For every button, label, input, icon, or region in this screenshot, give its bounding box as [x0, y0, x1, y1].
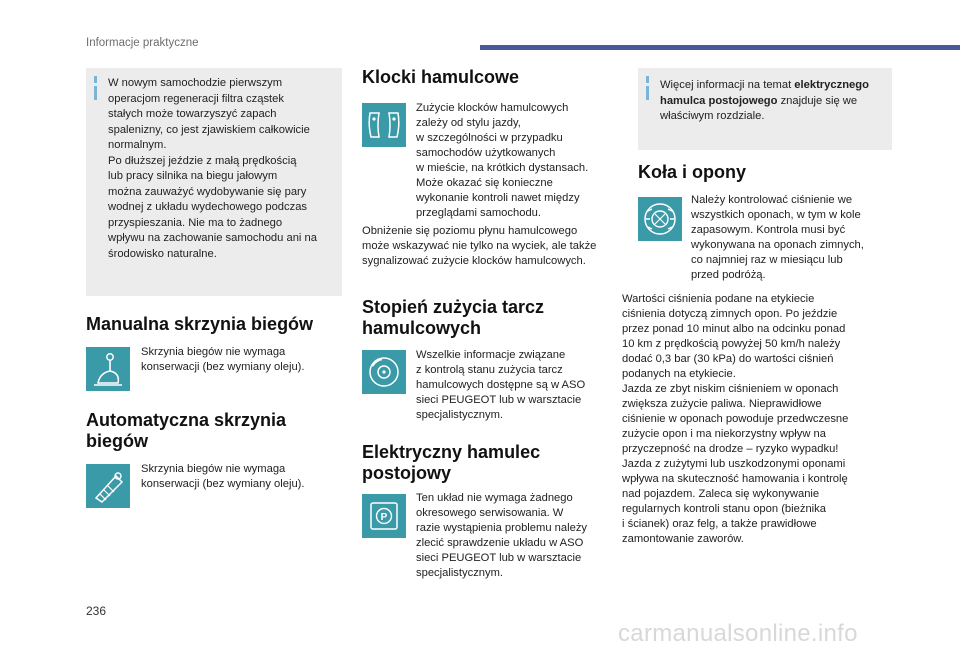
- parking-brake-text: Ten układ nie wymaga żadnego okresowego serwisowania. W razie wystąpienia problemu należy zlecić sprawdzenie układu w ASO sieci PEUGEOT lub w warsztacie specjalistycznym.: [416, 492, 588, 579]
- note-parking-brake: [638, 68, 892, 150]
- disc-wear-text: Wszelkie informacje związane z kontrolą stanu zużycia tarcz hamulcowych dostępne są w ASO sieci PEUGEOT lub w warsztacie specjalistycznym.: [416, 349, 586, 421]
- info-icon-stem: [94, 86, 97, 100]
- parking-brake-title: Elektryczny hamulec postojowy: [362, 442, 541, 483]
- parking-brake-icon: [362, 494, 406, 538]
- header-title: Informacje praktyczne: [86, 37, 199, 49]
- header-accent-bar: [480, 45, 960, 50]
- svg-text:P: P: [380, 512, 388, 523]
- page-number: 236: [86, 604, 107, 618]
- tyres-text: Należy kontrolować ciśnienie we wszystkich oponach, w tym w kole zapasowym. Kontrola musi być wykonywana na oponach zimnych, co najmniej raz w miesiącu lub przed podróżą.: [691, 194, 864, 281]
- note-regeneration-text: W nowym samochodzie pierwszym operacjom regeneracji filtra cząstek stałych może towarzyszyć zapach spalenizny, co jest zjawiskiem całkowicie normalnym. Po dłuższej jeździe z małą prędkością lub pracy silnika na biegu jałowym można zauważyć wydobywanie się pary wodnej z układu wydechowego podczas przyspieszania. Nie ma to żadnego wpływu na zachowanie samochodu ani na środowisko naturalne.: [108, 77, 317, 260]
- brake-disc-icon: [362, 350, 406, 394]
- automatic-gearbox-text: Skrzynia biegów nie wymaga konserwacji (bez wymiany oleju).: [141, 463, 305, 490]
- brake-fluid-text: Obniżenie się poziomu płynu hamulcowego może wskazywać nie tylko na wyciek, ale także sygnalizować zużycie klocków hamulcowych.: [362, 225, 597, 267]
- tyres-title: Koła i opony: [638, 162, 746, 182]
- brake-pads-text: Zużycie klocków hamulcowych zależy od stylu jazdy, w szczególności w przypadku samochodów użytkowanych w mieście, na krótkich dystansach. Może okazać się konieczne wykonanie kontroli nawet między przeglądami samochodu.: [416, 102, 589, 219]
- info-icon: [646, 76, 649, 83]
- disc-wear-title: Stopień zużycia tarcz hamulcowych: [362, 297, 545, 338]
- info-icon: [94, 76, 97, 83]
- tyre-pressure-text: Wartości ciśnienia podane na etykiecie ciśnienia dotyczą zimnych opon. Po jeździe przez ponad 10 minut albo na odcinku ponad 10 km z prędkością powyżej 50 km/h należy dodać 0,3 bar (30 kPa) do wartości ciśnień podanych na etykiecie. Jazda ze zbyt niskim ciśnieniem w oponach zwiększa zużycie paliwa. Nieprawidłowe ciśnienie w oponach powoduje przedwczesne zużycie opon i ma niekorzystny wpływ na przyczepność na drodze – ryzyko wypadku! Jazda z zużytymi lub uszkodzonymi oponami wpływa na skuteczność hamowania i kontrolę nad pojazdem. Zaleca się wykonywanie regularnych kontroli stanu opon (bieżnika i ścianek) oraz felg, a także prawidłowe zamontowanie zaworów.: [622, 293, 849, 545]
- automatic-gearbox-title: Automatyczna skrzynia biegów: [86, 410, 287, 451]
- tyre-icon: [638, 197, 682, 241]
- watermark: carmanualsonline.info: [618, 620, 858, 647]
- automatic-selector-icon: [86, 464, 130, 508]
- gear-lever-icon: [86, 347, 130, 391]
- manual-gearbox-title: Manualna skrzynia biegów: [86, 314, 314, 334]
- brake-pads-title: Klocki hamulcowe: [362, 67, 520, 87]
- note-regeneration: [86, 68, 342, 296]
- brake-pads-icon: [362, 103, 406, 147]
- note-parking-text: Więcej informacji na temat elektrycznego hamulca postojowego znajduje się we właściwym rozdziale.: [660, 79, 869, 122]
- manual-gearbox-text: Skrzynia biegów nie wymaga konserwacji (bez wymiany oleju).: [141, 346, 305, 373]
- info-icon-stem: [646, 86, 649, 100]
